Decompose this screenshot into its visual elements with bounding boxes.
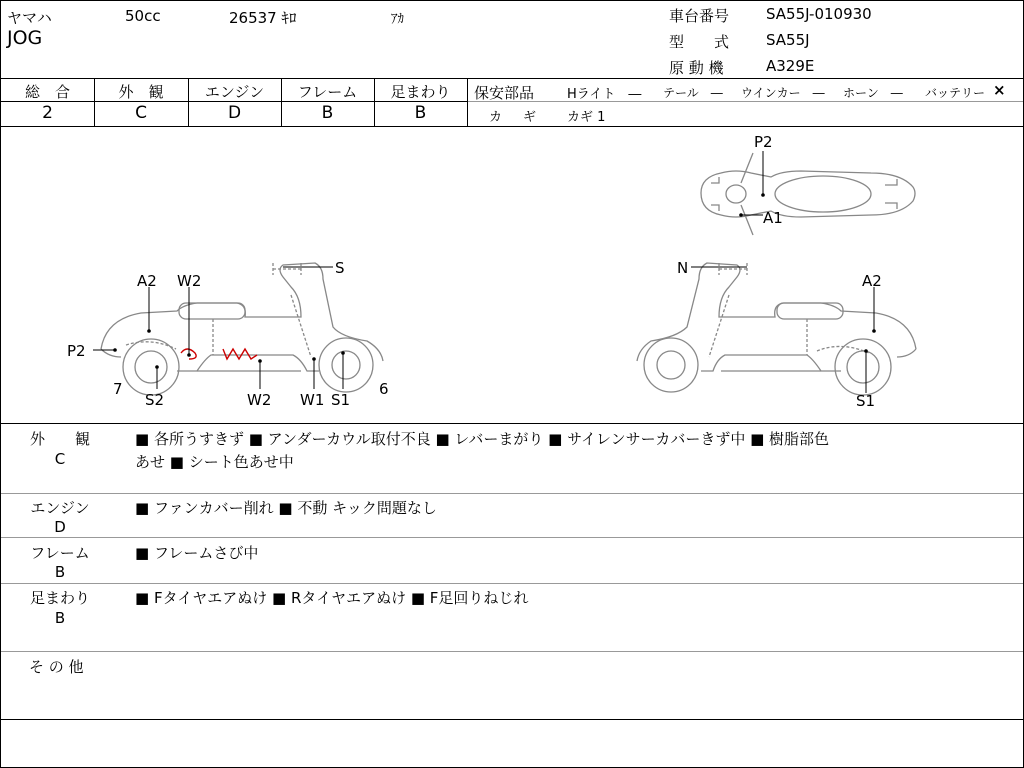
grade-label-exterior: 外 観 [118, 83, 164, 101]
battery-status: バッテリー [925, 86, 986, 100]
detail-grade-frame: B [54, 563, 66, 581]
detail-label-engine: エンジン [30, 499, 90, 517]
model-name: JOG [7, 27, 43, 49]
tail-status: テール ― [663, 86, 723, 100]
detail-text-exterior-2: あせ ■ シート色あせ中 [135, 453, 294, 471]
label-left-S1: S1 [331, 391, 351, 409]
grade-value-frame: B [321, 103, 334, 123]
divider [467, 101, 1023, 102]
label-right-S1: S1 [856, 392, 876, 410]
label-top-A1: A1 [763, 209, 783, 227]
frame-no-label: 車台番号 [669, 7, 730, 25]
divider [1, 78, 1023, 79]
horn-status: ホーン ― [843, 86, 903, 100]
detail-grade-exterior: C [54, 450, 66, 468]
type-value: SA55J [766, 31, 810, 49]
divider [1, 493, 1023, 494]
detail-label-exterior: 外 観 [29, 430, 90, 448]
grade-value-suspension: B [414, 103, 427, 123]
type-label: 型 式 [669, 33, 730, 51]
key-value: カギ 1 [567, 110, 606, 125]
security-title: 保安部品 [474, 84, 535, 102]
label-top-P2: P2 [754, 133, 773, 151]
detail-text-exterior-1: ■ 各所うすきず ■ アンダーカウル取付不良 ■ レバーまがり ■ サイレンサーカバーきず中 ■ 樹脂部色 [135, 430, 830, 448]
detail-text-suspension: ■ Fタイヤエアぬけ ■ Rタイヤエアぬけ ■ F足回りねじれ [135, 589, 529, 607]
label-left-S: S [335, 259, 345, 277]
label-left-7: 7 [113, 380, 123, 398]
label-right-A2: A2 [862, 272, 882, 290]
key-label: カ ギ [489, 110, 541, 125]
grade-value-overall: 2 [42, 103, 53, 123]
divider [1, 651, 1023, 652]
label-left-W2-lower: W2 [247, 391, 272, 409]
battery-mark: × [993, 81, 1006, 99]
scooter-top-view [701, 153, 915, 235]
displacement: 50cc [125, 7, 161, 25]
grade-label-engine: エンジン [204, 83, 265, 101]
winker-status: ウインカー ― [741, 86, 825, 100]
headlight-status: Hライト ― [567, 87, 642, 102]
detail-label-other: そ の 他 [29, 658, 84, 676]
divider [1, 583, 1023, 584]
label-left-6: 6 [379, 380, 389, 398]
mileage: 26537 ｷﾛ [229, 9, 297, 27]
engine-label: 原 動 機 [669, 59, 724, 77]
detail-label-frame: フレーム [30, 544, 90, 562]
detail-text-frame: ■ フレームさび中 [135, 544, 259, 562]
divider [467, 78, 468, 126]
grade-value-engine: D [227, 103, 242, 123]
grade-label-frame: フレーム [297, 83, 358, 101]
color: ｱｶ [391, 12, 404, 27]
detail-text-engine: ■ ファンカバー削れ ■ 不動 キック問題なし [135, 499, 437, 517]
label-left-W2-upper: W2 [177, 272, 202, 290]
damage-marks [181, 349, 257, 359]
divider [1, 537, 1023, 538]
label-left-P2: P2 [67, 342, 86, 360]
grade-label-overall: 総 合 [24, 83, 70, 101]
divider [1, 423, 1023, 424]
grade-label-suspension: 足まわり [390, 83, 451, 101]
detail-grade-engine: D [54, 518, 66, 536]
label-left-S2: S2 [145, 391, 165, 409]
detail-label-suspension: 足まわり [29, 589, 90, 607]
maker: ヤマハ [7, 9, 52, 27]
frame-no: SA55J-010930 [766, 5, 872, 23]
detail-grade-suspension: B [54, 609, 66, 627]
grade-value-exterior: C [135, 103, 147, 123]
label-left-W1: W1 [300, 391, 325, 409]
engine-value: A329E [766, 57, 815, 75]
divider [1, 719, 1023, 720]
label-left-A2: A2 [137, 272, 157, 290]
label-right-N: N [677, 259, 689, 277]
